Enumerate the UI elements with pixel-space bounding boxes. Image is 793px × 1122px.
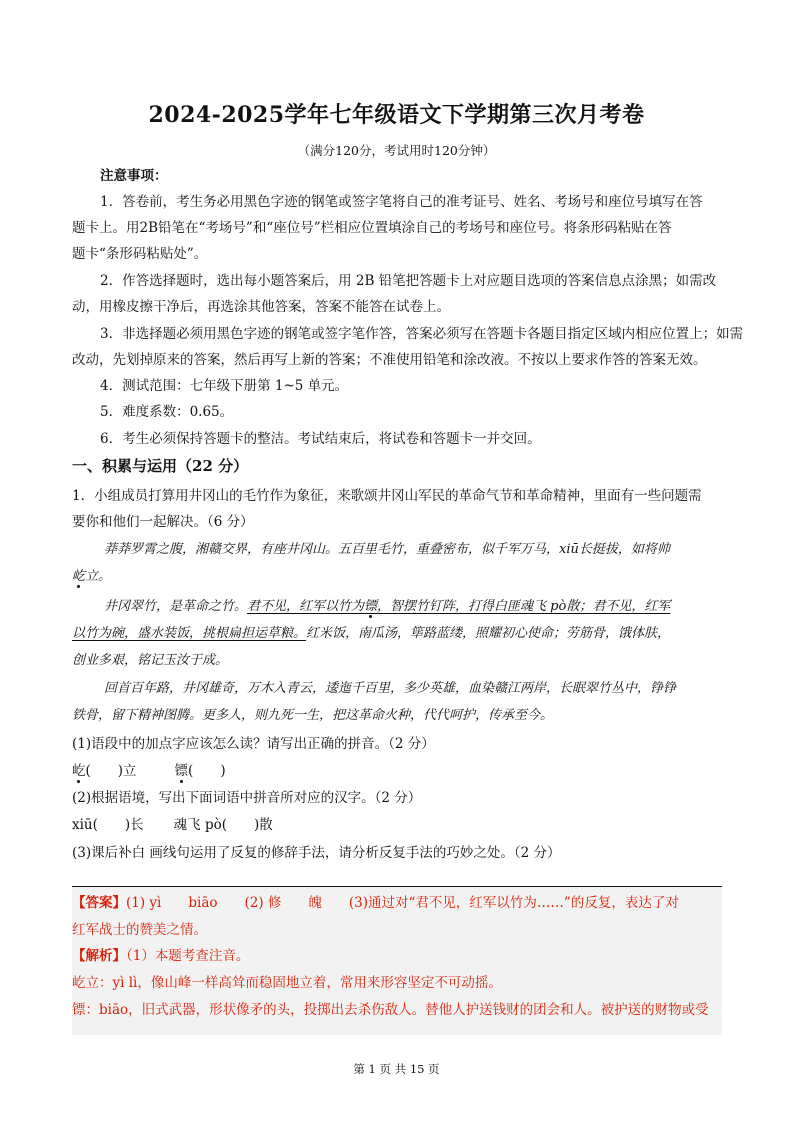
answer-blanks bbox=[72, 761, 722, 781]
analysis-line: 屹立：yì lì，像山峰一样高耸而稳固地立着，常用来形容坚定不可动摇。 bbox=[72, 975, 502, 991]
underlined-sentence bbox=[247, 599, 670, 614]
analysis-line bbox=[72, 946, 722, 966]
dotted-char: 镖 bbox=[174, 763, 189, 779]
passage-line: 铁骨，留下精神图腾。更多人，则九死一生，把这革命火种，代代呵护，传承至今。 bbox=[72, 708, 554, 723]
answer-blank: ( )立 bbox=[85, 763, 137, 779]
analysis-label: 【解析】 bbox=[72, 948, 126, 964]
notice-heading: 注意事项： bbox=[100, 168, 168, 184]
answer-blanks bbox=[72, 815, 722, 835]
notice-line: 动，用橡皮擦干净后，再选涂其他答案，答案不能答在试卷上。 bbox=[72, 299, 450, 315]
notice-line: 6．考生必须保持答题卡的整洁。考试结束后，将试卷和答题卡一并交回。 bbox=[100, 431, 541, 447]
passage-line: 创业多艰，铭记玉汝于成。 bbox=[72, 653, 229, 668]
passage-line bbox=[72, 567, 722, 587]
dotted-char: 镖 bbox=[364, 599, 378, 614]
answer-blank: xiū( )长 bbox=[72, 817, 144, 833]
passage-line: 莽莽罗霄之腹，湘赣交界，有座井冈山。五百里毛竹，重叠密布，似千军万马，xiū长挺拔，如将帅 bbox=[104, 542, 670, 557]
passage-text: 井冈翠竹，是革命之竹。 bbox=[104, 599, 248, 614]
answer-line bbox=[72, 893, 722, 913]
question-stem: 要你和他们一起解决。（6 分） bbox=[72, 514, 254, 530]
notice-line: 改动，先划掉原来的答案，然后再写上新的答案；不准使用铅笔和涂改液。不按以上要求作答的答案无效。 bbox=[72, 352, 707, 368]
underlined-sentence: 以竹为碗，盛水装饭，挑根扁担运草粮。 bbox=[72, 626, 307, 641]
notice-line: 1．答卷前，考生务必用黑色字迹的钢笔或签字笔将自己的准考证号、姓名、考场号和座位号填写在答 bbox=[100, 194, 703, 210]
passage-text: ，智摆竹钉阵，打得白匪魂飞 pò散；君不见，红军 bbox=[377, 599, 671, 614]
notice-line: 3．非选择题必须用黑色字迹的钢笔或签字笔作答，答案必须写在答题卡各题目指定区域内相应位置上；如需 bbox=[100, 326, 744, 342]
notice-line: 4．测试范围：七年级下册第 1~5 单元。 bbox=[100, 378, 349, 394]
dotted-char: 屹 bbox=[72, 763, 86, 779]
answer-line: 红军战士的赞美之情。 bbox=[72, 922, 207, 938]
answer-label: 【答案】 bbox=[72, 895, 126, 911]
passage-text: 红米饭，南瓜汤，筚路蓝缕，照耀初心使命；劳筋骨，饿体肤， bbox=[306, 626, 671, 641]
analysis-line: 镖：biāo，旧式武器，形状像矛的头，投掷出去杀伤敌人。替他人护送钱财的团会和人。被护送的财物或受 bbox=[72, 1002, 709, 1018]
page-title: 2024-2025学年七年级语文下学期第三次月考卷 bbox=[148, 102, 645, 128]
page-subtitle: （满分120分，考试用时120分钟） bbox=[297, 143, 496, 158]
answer-blank: ( ) bbox=[188, 763, 226, 779]
notice-line: 题卡上。用2B铅笔在“考场号”和“座位号”栏相应位置填涂自己的考场号和座位号。将条形码粘贴在答 bbox=[72, 220, 672, 236]
answer-text: (1) yì biāo (2) 修 魄 (3)通过对“君不见，红军以竹为……”的反复，表达了对 bbox=[126, 895, 679, 911]
dotted-char: 屹 bbox=[72, 569, 86, 584]
sub-question: (3)课后补白 画线句运用了反复的修辞手法，请分析反复手法的巧妙之处。（2 分） bbox=[72, 845, 561, 861]
section-heading: 一、积累与运用（22 分） bbox=[72, 457, 249, 475]
sub-question: (1)语段中的加点字应该怎么读？请写出正确的拼音。（2 分） bbox=[72, 736, 435, 752]
passage-line: 回首百年路，井冈雄奇，万木入青云，逶迤千百里，多少英雄，血染赣江两岸，长眠翠竹丛中，铮铮 bbox=[104, 681, 677, 696]
passage-text: 君不见，红军以竹为 bbox=[247, 599, 365, 614]
passage-line bbox=[104, 597, 722, 617]
passage-line bbox=[72, 624, 722, 644]
page-number: 第 1 页 共 15 页 bbox=[353, 1062, 440, 1076]
answer-blank: 魂飞 pò( )散 bbox=[173, 817, 273, 833]
notice-line: 2．作答选择题时，选出每小题答案后，用 2B 铅笔把答题卡上对应题目选项的答案信息点涂黑；如需改 bbox=[100, 273, 717, 289]
analysis-text: （1）本题考查注音。 bbox=[126, 948, 250, 964]
sub-question: (2)根据语境，写出下面词语中拼音所对应的汉字。（2 分） bbox=[72, 790, 422, 806]
passage-text: 立。 bbox=[85, 569, 112, 584]
notice-line: 题卡“条形码粘贴处”。 bbox=[72, 246, 208, 262]
question-stem: 1．小组成员打算用井冈山的毛竹作为象征，来歌颂井冈山军民的革命气节和革命精神，里面有一些问题需 bbox=[72, 488, 702, 504]
notice-line: 5．难度系数：0.65。 bbox=[100, 404, 234, 420]
